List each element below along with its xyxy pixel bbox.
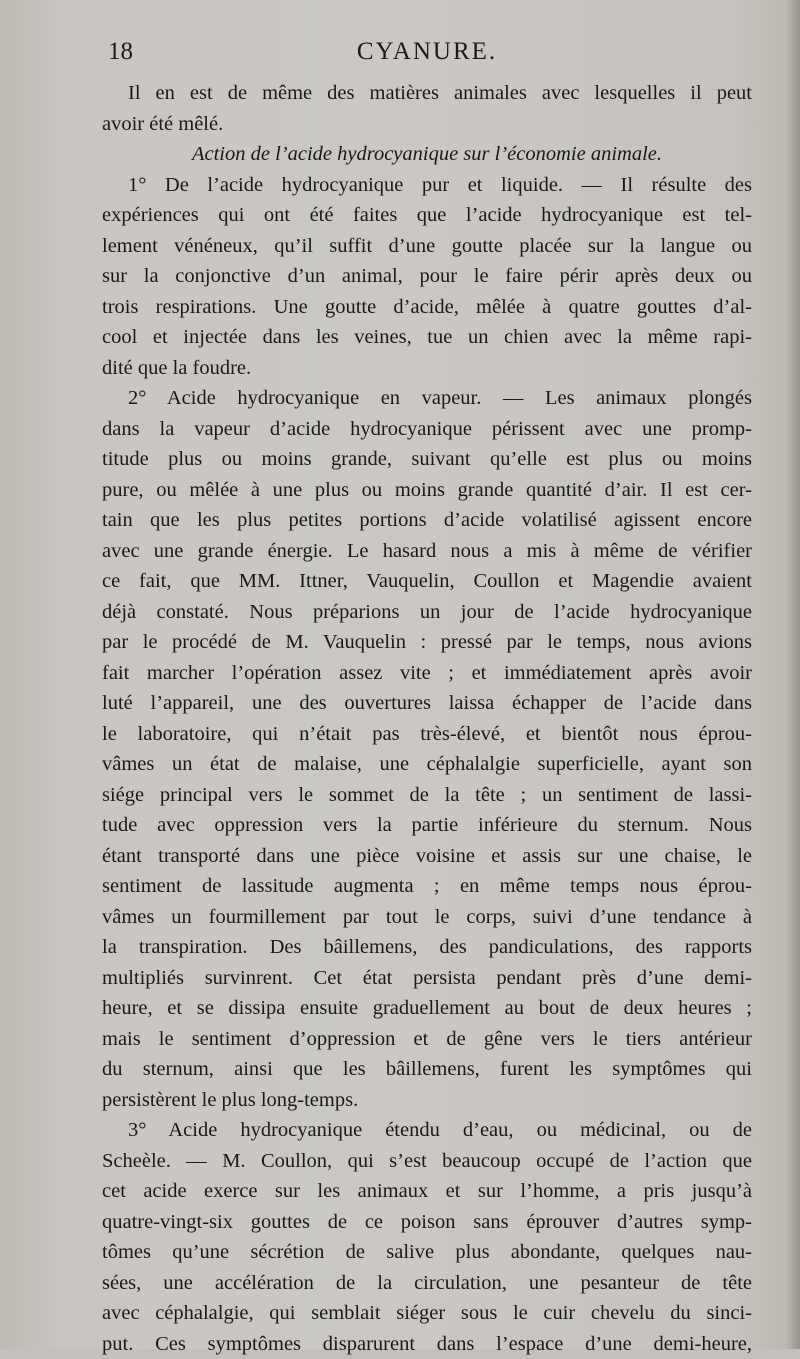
text-line: Scheèle. — M. Coullon, qui s’est beaucoup occupé de l’action que	[102, 1146, 752, 1177]
text-line: persistèrent le plus long-temps.	[102, 1085, 752, 1116]
text-line: le laboratoire, qui n’était pas très-élevé, et bientôt nous éprou-	[102, 719, 752, 750]
text-line: titude plus ou moins grande, suivant qu’elle est plus ou moins	[102, 444, 752, 475]
text-line: Il en est de même des matières animales avec lesquelles il peut	[102, 78, 752, 109]
text-line: expériences qui ont été faites que l’acide hydrocyanique est tel-	[102, 200, 752, 231]
text-line: siége principal vers le sommet de la tête ; un sentiment de lassi-	[102, 780, 752, 811]
text-line: put. Ces symptômes disparurent dans l’espace d’une demi-heure,	[102, 1329, 752, 1359]
page-number: 18	[108, 38, 133, 66]
text-line: sentiment de lassitude augmenta ; en même temps nous éprou-	[102, 871, 752, 902]
body-text	[102, 78, 752, 1359]
text-line: avec céphalalgie, qui semblait siéger sous le cuir chevelu du sinci-	[102, 1298, 752, 1329]
text-line: du sternum, ainsi que les bâillemens, furent les symptômes qui	[102, 1054, 752, 1085]
text-line: heure, et se dissipa ensuite graduellement au bout de deux heures ;	[102, 993, 752, 1024]
text-line: pure, ou mêlée à une plus ou moins grande quantité d’air. Il est cer-	[102, 475, 752, 506]
text-line: 2° Acide hydrocyanique en vapeur. — Les animaux plongés	[102, 383, 752, 414]
text-line: dité que la foudre.	[102, 353, 752, 384]
text-line: mais le sentiment d’oppression et de gêne vers le tiers antérieur	[102, 1024, 752, 1055]
text-line: ce fait, que MM. Ittner, Vauquelin, Coullon et Magendie avaient	[102, 566, 752, 597]
text-line: la transpiration. Des bâillemens, des pandiculations, des rapports	[102, 932, 752, 963]
text-line: tômes qu’une sécrétion de salive plus abondante, quelques nau-	[102, 1237, 752, 1268]
section-heading	[102, 139, 752, 170]
text-line: cool et injectée dans les veines, tue un chien avec la même rapi-	[102, 322, 752, 353]
text-line: tain que les plus petites portions d’acide volatilisé agissent encore	[102, 505, 752, 536]
text-line: sur la conjonctive d’un animal, pour le faire périr après deux ou	[102, 261, 752, 292]
text-line: étant transporté dans une pièce voisine et assis sur une chaise, le	[102, 841, 752, 872]
text-line: sées, une accélération de la circulation, une pesanteur de tête	[102, 1268, 752, 1299]
text-line: vâmes un état de malaise, une céphalalgie superficielle, ayant son	[102, 749, 752, 780]
text-line: cet acide exerce sur les animaux et sur l’homme, a pris jusqu’à	[102, 1176, 752, 1207]
running-title: CYANURE.	[102, 38, 752, 66]
text-line: tude avec oppression vers la partie inférieure du sternum. Nous	[102, 810, 752, 841]
page-header	[102, 36, 752, 76]
text-line: multipliés survinrent. Cet état persista pendant près d’une demi-	[102, 963, 752, 994]
text-line: 3° Acide hydrocyanique étendu d’eau, ou médicinal, ou de	[102, 1115, 752, 1146]
text-line: trois respirations. Une goutte d’acide, mêlée à quatre gouttes d’al-	[102, 292, 752, 323]
text-line: avec une grande énergie. Le hasard nous a mis à même de vérifier	[102, 536, 752, 567]
text-line: luté l’appareil, une des ouvertures laissa échapper de l’acide dans	[102, 688, 752, 719]
text-line: déjà constaté. Nous préparions un jour de l’acide hydrocyanique	[102, 597, 752, 628]
text-line: avoir été mêlé.	[102, 109, 752, 140]
section-heading-text: Action de l’acide hydrocyanique sur l’économie animale.	[192, 143, 662, 165]
text-line: 1° De l’acide hydrocyanique pur et liquide. — Il résulte des	[102, 170, 752, 201]
page-edge-shadow	[786, 0, 800, 1349]
text-line: lement vénéneux, qu’il suffit d’une goutte placée sur la langue ou	[102, 231, 752, 262]
text-line: dans la vapeur d’acide hydrocyanique périssent avec une promp-	[102, 414, 752, 445]
text-line: fait marcher l’opération assez vite ; et immédiatement après avoir	[102, 658, 752, 689]
text-line: par le procédé de M. Vauquelin : pressé par le temps, nous avions	[102, 627, 752, 658]
text-line: quatre-vingt-six gouttes de ce poison sans éprouver d’autres symp-	[102, 1207, 752, 1238]
text-line: vâmes un fourmillement par tout le corps, suivi d’une tendance à	[102, 902, 752, 933]
